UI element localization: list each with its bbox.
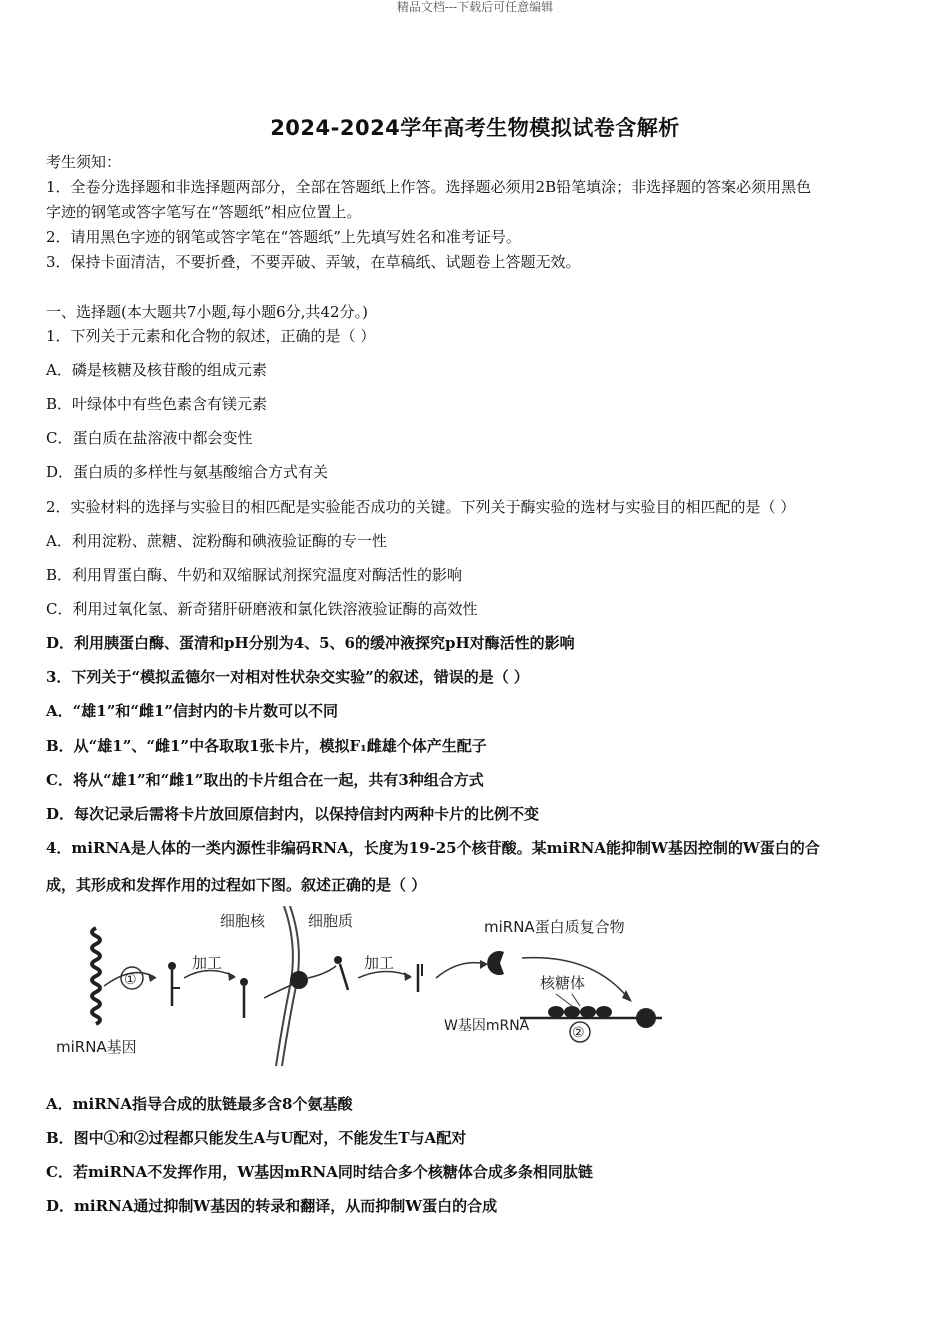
question-1-option-c: C．蛋白质在盐溶液中都会变性 [46, 429, 253, 447]
question-4-option-a: A．miRNA指导合成的肽链最多含8个氨基酸 [46, 1095, 353, 1113]
gene-label: miRNA基因 [56, 1038, 137, 1056]
question-2-option-a: A．利用淀粉、蔗糖、淀粉酶和碘液验证酶的专一性 [46, 532, 387, 550]
question-2-option-c: C．利用过氧化氢、新奇猪肝研磨液和氯化铁溶液验证酶的高效性 [46, 600, 478, 618]
question-4-option-c: C．若miRNA不发挥作用，W基因mRNA同时结合多个核糖体合成多条相同肽链 [46, 1163, 593, 1181]
question-4-option-d: D．miRNA通过抑制W基因的转录和翻译，从而抑制W蛋白的合成 [46, 1197, 498, 1215]
section-heading: 一、选择题(本大题共7小题,每小题6分,共42分。) [46, 303, 368, 321]
process-a-label: 加工 [192, 954, 223, 972]
question-3-option-a: A．“雄1”和“雌1”信封内的卡片数可以不同 [46, 702, 339, 720]
step2-label: ② [572, 1025, 585, 1041]
nucleus-label: 细胞核 [220, 912, 266, 930]
mirna-process-figure [52, 906, 672, 1066]
question-2-option-b: B．利用胃蛋白酶、牛奶和双缩脲试剂探究温度对酶活性的影响 [46, 566, 463, 584]
question-1-option-b: B．叶绿体中有些色素含有镁元素 [46, 395, 268, 413]
question-1-stem: 1．下列关于元素和化合物的叙述，正确的是（ ） [46, 327, 376, 345]
mirna-gene-coil [92, 928, 100, 1024]
question-4-stem-line2: 成，其形成和发挥作用的过程如下图。叙述正确的是（ ） [46, 876, 427, 894]
cytoplasm-label: 细胞质 [308, 912, 354, 930]
question-3-option-c: C．将从“雄1”和“雌1”取出的卡片组合在一起，共有3种组合方式 [46, 771, 484, 789]
page-title: 2024-2024学年高考生物模拟试卷含解析 [270, 116, 680, 140]
header-note: 精品文档---下载后可任意编辑 [396, 0, 554, 14]
question-3-stem: 3．下列关于“模拟孟德尔一对相对性状杂交实验”的叙述，错误的是（ ） [46, 668, 529, 686]
question-2-option-d: D．利用胰蛋白酶、蛋清和pH分别为4、5、6的缓冲液探究pH对酶活性的影响 [46, 634, 575, 652]
complex-label: miRNA蛋白质复合物 [484, 918, 625, 936]
notice-item: 3．保持卡面清洁，不要折叠，不要弄破、弄皱，在草稿纸、试题卷上答题无效。 [46, 253, 581, 271]
process-b-label: 加工 [364, 954, 395, 972]
step1-label: ① [124, 972, 137, 988]
question-1-option-d: D．蛋白质的多样性与氨基酸缩合方式有关 [46, 463, 329, 481]
question-4-stem-line1: 4．miRNA是人体的一类内源性非编码RNA，长度为19-25个核苷酸。某miRNA能抑制W基因控制的W蛋白的合 [46, 839, 820, 857]
notice-heading: 考生须知： [46, 153, 122, 171]
notice-item: 2．请用黑色字迹的钢笔或答字笔在“答题纸”上先填写姓名和准考证号。 [46, 228, 521, 246]
question-2-stem: 2．实验材料的选择与实验目的相匹配是实验能否成功的关键。下列关于酶实验的选材与实验目的相匹配的是（ ） [46, 498, 796, 516]
notice-item: 1．全卷分选择题和非选择题两部分，全部在答题纸上作答。选择题必须用2B铅笔填涂；非选择题的答案必须用黑色 [46, 178, 812, 196]
question-3-option-b: B．从“雄1”、“雌1”中各取取1张卡片，模拟F₁雌雄个体产生配子 [46, 737, 487, 755]
w-mrna-label: W基因mRNA [444, 1018, 530, 1034]
notice-item: 字迹的钢笔或答字笔写在“答题纸”相应位置上。 [46, 203, 362, 221]
ribosome-label: 核糖体 [540, 974, 586, 992]
question-4-option-b: B．图中①和②过程都只能发生A与U配对，不能发生T与A配对 [46, 1129, 467, 1147]
question-3-option-d: D．每次记录后需将卡片放回原信封内，以保持信封内两种卡片的比例不变 [46, 805, 540, 823]
question-1-option-a: A．磷是核糖及核苷酸的组成元素 [46, 361, 267, 379]
